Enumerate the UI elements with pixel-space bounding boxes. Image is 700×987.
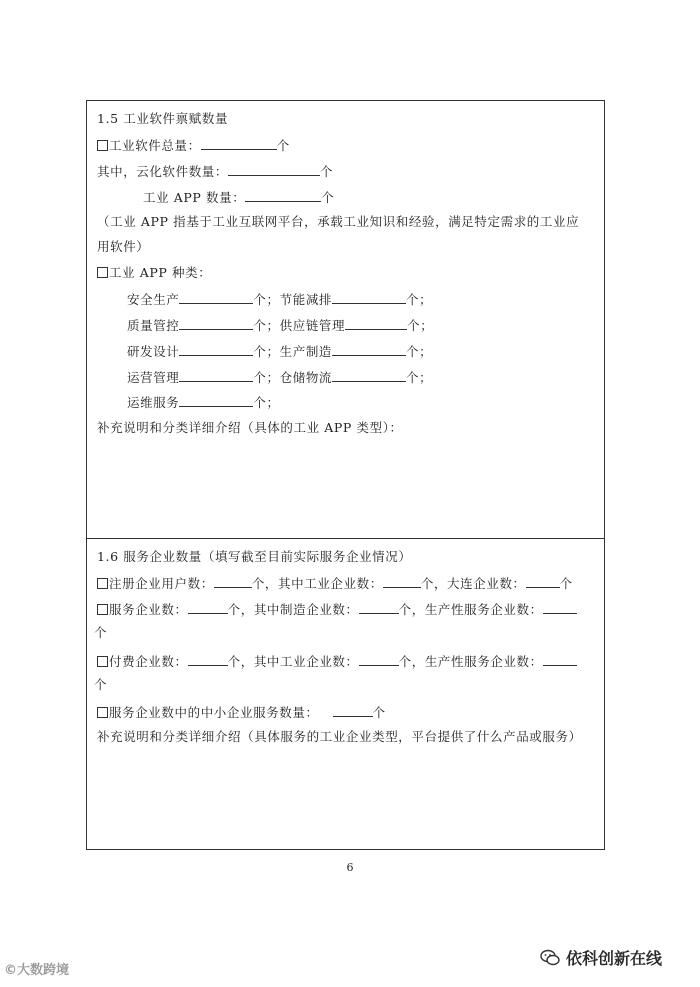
section-divider <box>86 538 605 539</box>
watermark-right-text: 依科创新在线 <box>566 949 663 968</box>
cloud-software-blank[interactable] <box>228 162 320 176</box>
service-enterprises-unit-wrap: 个 <box>94 625 108 640</box>
registered-users-row: 注册企业用户数： 个，其中工业企业数： 个，大连企业数： 个 <box>97 574 573 593</box>
wechat-icon <box>540 949 560 967</box>
s15-supplement-label: 补充说明和分类详细介绍（具体的工业 APP 类型）： <box>97 420 403 435</box>
app-type-row-4: 运营管理 个；仓储物流 个； <box>127 370 433 385</box>
software-total-blank[interactable] <box>201 136 277 150</box>
section-1-6-title: 1.6 服务企业数量（填写截至目前实际服务企业情况） <box>97 549 412 564</box>
maintenance-blank[interactable] <box>179 393 253 407</box>
page-number: 6 <box>346 861 354 874</box>
app-type-row-2: 质量管控 个；供应链管理 个； <box>127 318 434 333</box>
app-definition-note-1: （工业 APP 指基于工业互联网平台，承载工业知识和经验，满足特定需求的工业应 <box>97 214 580 229</box>
paying-industrial-blank[interactable] <box>359 652 399 666</box>
quality-blank[interactable] <box>179 316 253 330</box>
watermark-right <box>540 946 662 969</box>
paying-enterprises-row: 付费企业数： 个，其中工业企业数： 个，生产性服务企业数： <box>97 652 577 671</box>
app-types-row: 工业 APP 种类： <box>97 264 211 282</box>
paying-enterprises-blank[interactable] <box>188 652 228 666</box>
rnd-blank[interactable] <box>179 342 253 356</box>
service-enterprises-checkbox[interactable] <box>97 604 108 615</box>
sme-service-row: 服务企业数中的中小企业服务数量： 个 <box>97 703 386 722</box>
registered-large-blank[interactable] <box>526 574 560 588</box>
app-type-row-3: 研发设计 个；生产制造 个； <box>127 344 433 359</box>
service-manufacturing-blank[interactable] <box>359 600 399 614</box>
energy-blank[interactable] <box>332 290 406 304</box>
production-blank[interactable] <box>332 342 406 356</box>
app-types-checkbox[interactable] <box>97 267 108 278</box>
section-1-5-title: 1.5 工业软件禀赋数量 <box>97 111 229 126</box>
watermark-left: ©大数跨境 <box>4 963 70 978</box>
safety-blank[interactable] <box>179 290 253 304</box>
registered-users-blank[interactable] <box>214 574 252 588</box>
app-type-row-5: 运维服务 个； <box>127 395 280 410</box>
app-count-blank[interactable] <box>245 188 321 202</box>
cloud-software-row: 其中，云化软件数量： 个 <box>97 164 334 179</box>
software-total-row: 工业软件总量： 个 <box>97 136 290 155</box>
app-type-row-1: 安全生产 个；节能减排 个； <box>127 292 433 307</box>
registered-users-checkbox[interactable] <box>97 578 108 589</box>
app-definition-note-2: 用软件） <box>97 239 150 254</box>
s16-supplement-label: 补充说明和分类详细介绍（具体服务的工业企业类型，平台提供了什么产品或服务） <box>97 729 582 744</box>
sme-service-checkbox[interactable] <box>97 707 108 718</box>
paying-enterprises-unit-wrap: 个 <box>94 677 108 692</box>
service-enterprises-blank[interactable] <box>188 600 228 614</box>
logistics-blank[interactable] <box>332 368 406 382</box>
registered-industrial-blank[interactable] <box>383 574 421 588</box>
paying-enterprises-checkbox[interactable] <box>97 656 108 667</box>
paying-producer-blank[interactable] <box>543 652 577 666</box>
supply-chain-blank[interactable] <box>345 316 407 330</box>
service-producer-blank[interactable] <box>543 600 577 614</box>
software-total-checkbox[interactable] <box>97 140 108 151</box>
app-count-row: 工业 APP 数量： 个 <box>143 190 335 205</box>
sme-service-blank[interactable] <box>333 703 373 717</box>
service-enterprises-row: 服务企业数： 个，其中制造企业数： 个，生产性服务企业数： <box>97 600 577 619</box>
operation-blank[interactable] <box>179 368 253 382</box>
